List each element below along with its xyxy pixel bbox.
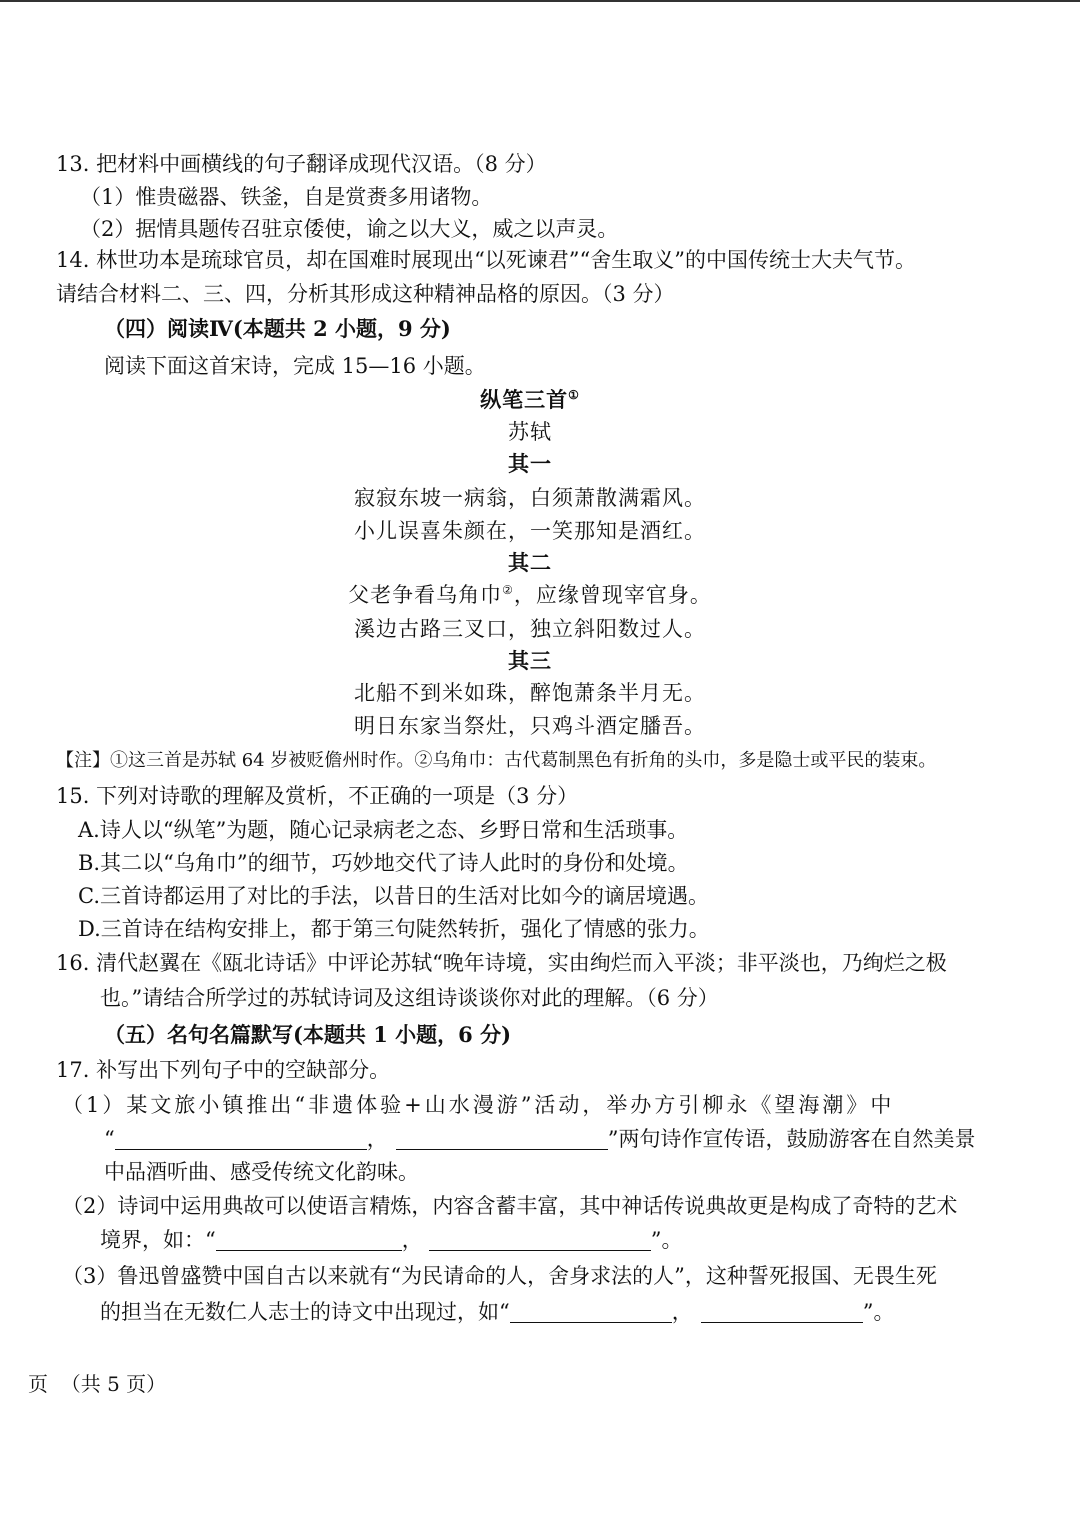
poem-note: 【注】①这三首是苏轼 64 岁被贬儋州时作。②乌角巾：古代葛制黑色有折角的头巾，多是隐士或平民的装束。 — [56, 750, 937, 771]
q17-part-3-line-2: 的担当在无数仁人志士的诗文中出现过，如“ ， ”。 — [100, 1300, 895, 1324]
poem-line: 寂寂东坡一病翁，白须萧散满霜风。 — [354, 486, 706, 510]
poem-author: 苏轼 — [508, 420, 552, 444]
q13-item-2: （2）据情具题传召驻京倭使，谕之以大义，威之以声灵。 — [80, 217, 619, 241]
poem-line: 北船不到米如珠，醉饱萧条半月无。 — [354, 681, 706, 705]
poem-title: 纵笔三首① — [480, 387, 580, 412]
section-5-heading: （五）名句名篇默写(本题共 1 小题，6 分) — [104, 1022, 512, 1047]
q15-option-b: B.其二以“乌角巾”的细节，巧妙地交代了诗人此时的身份和处境。 — [78, 851, 689, 875]
footnote-mark-2: ② — [502, 583, 514, 597]
answer-blank[interactable] — [216, 1228, 402, 1251]
q16-line-2: 也。”请结合所学过的苏轼诗词及这组诗谈谈你对此的理解。（6 分） — [100, 986, 719, 1010]
q17-part-2-line-2: 境界，如：“ ， ”。 — [100, 1228, 683, 1252]
q13-stem: 13. 把材料中画横线的句子翻译成现代汉语。（8 分） — [56, 152, 547, 176]
answer-blank[interactable] — [429, 1228, 651, 1251]
q14-line-1: 14. 林世功本是琉球官员，却在国难时展现出“以死谏君”“舍生取义”的中国传统士大夫气节。 — [56, 248, 917, 272]
q15-stem: 15. 下列对诗歌的理解及赏析，不正确的一项是（3 分） — [56, 784, 579, 808]
q17-stem: 17. 补写出下列句子中的空缺部分。 — [56, 1058, 391, 1082]
footnote-mark-1: ① — [568, 388, 580, 402]
poem-line: 小儿误喜朱颜在，一笑那知是酒红。 — [354, 519, 706, 543]
top-border — [0, 0, 1080, 2]
q16-line-1: 16. 清代赵翼在《瓯北诗话》中评论苏轼“晚年诗境，实由绚烂而入平淡；非平淡也，乃绚烂之极 — [56, 951, 947, 975]
poem-part-3-heading: 其三 — [508, 648, 552, 673]
poem-line: 溪边古路三叉口，独立斜阳数过人。 — [354, 617, 706, 641]
q15-option-d: D.三首诗在结构安排上，都于第三句陡然转折，强化了情感的张力。 — [78, 917, 710, 941]
q15-option-a: A.诗人以“纵笔”为题，随心记录病老之态、乡野日常和生活琐事。 — [78, 818, 689, 842]
q17-part-1-line-2: “ ， ”两句诗作宣传语，鼓励游客在自然美景 — [104, 1127, 976, 1151]
answer-blank[interactable] — [701, 1300, 863, 1323]
answer-blank[interactable] — [396, 1127, 608, 1150]
answer-blank[interactable] — [510, 1300, 672, 1323]
q13-item-1: （1）惟贵磁器、铁釜，自是赏赉多用诸物。 — [80, 185, 493, 209]
section-4-heading: （四）阅读Ⅳ(本题共 2 小题，9 分) — [104, 316, 451, 341]
poem-part-2-heading: 其二 — [508, 550, 552, 575]
q17-part-3-line-1: （3）鲁迅曾盛赞中国自古以来就有“为民请命的人，舍身求法的人”，这种誓死报国、无畏生死 — [62, 1264, 937, 1288]
q14-line-2: 请结合材料二、三、四，分析其形成这种精神品格的原因。（3 分） — [56, 282, 675, 306]
q15-option-c: C.三首诗都运用了对比的手法，以昔日的生活对比如今的谪居境遇。 — [78, 884, 709, 908]
answer-blank[interactable] — [115, 1127, 367, 1150]
page-footer: 页 （共 5 页） — [28, 1372, 167, 1396]
q17-part-1-line-1: （1）某文旅小镇推出“非遗体验+山水漫游”活动，举办方引柳永《望海潮》中 — [62, 1093, 895, 1117]
poem-part-1-heading: 其一 — [508, 451, 552, 476]
poem-line: 明日东家当祭灶，只鸡斗酒定膰吾。 — [354, 714, 706, 738]
section-4-intro: 阅读下面这首宋诗，完成 15—16 小题。 — [104, 354, 486, 378]
poem-line: 父老争看乌角巾②，应缘曾现宰官身。 — [348, 583, 712, 607]
q17-part-1-line-3: 中品酒听曲、感受传统文化韵味。 — [104, 1160, 419, 1184]
q17-part-2-line-1: （2）诗词中运用典故可以使语言精炼，内容含蓄丰富，其中神话传说典故更是构成了奇特的艺术 — [62, 1194, 958, 1218]
